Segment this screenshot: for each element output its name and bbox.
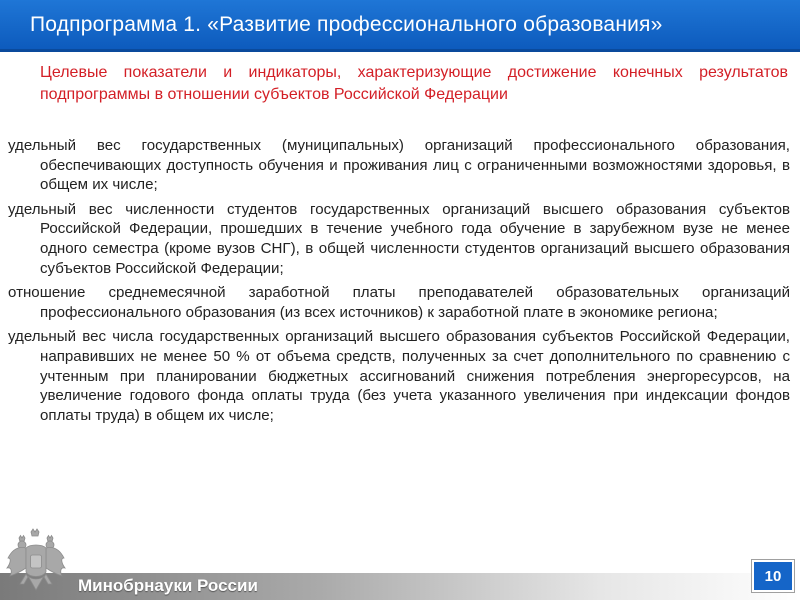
page-number-badge: 10 [752,560,794,592]
slide-header [0,0,800,52]
list-item: отношение среднемесячной заработной платы преподавателей образовательных организаций профессионального образования (из всех источников) к заработной плате в экономике региона; [8,284,790,321]
ministry-label: Минобрнауки России [78,576,258,595]
list-item: удельный вес численности студентов государственных организаций высшего образования субъектов Российской Федерации, прошедших в течение учебного года обучение в зарубежном вузе не менее одного семестра (кроме вузов СНГ), в общей численности студентов организаций высшего образования субъектов Российской Федерации; [8,200,790,277]
list-item: удельный вес государственных (муниципальных) организаций профессионального образования, обеспечивающих доступность обучения и проживания лиц с ограниченными возможностями здоровья, в общем их числе; [8,137,790,194]
list-item: удельный вес числа государственных организаций высшего образования субъектов Российской Федерации, направивших не менее 50 % от объема средств, полученных за счет дополнительного по сравнению с учтенным при планировании бюджетных ассигнований снижения потребления энергоресурсов, на увеличение годового фонда оплаты труда (без учета указанного увеличения при индексации фондов оплаты труда) в общем их числе; [8,328,790,424]
indicators-heading: Целевые показатели и индикаторы, характеризующие достижение конечных результатов подпрограммы в отношении субъектов Российской Федерации [40,64,788,103]
coat-of-arms-icon [4,528,68,596]
slide-title: Подпрограмма 1. «Развитие профессионального образования» [30,12,663,36]
indicator-list [8,136,790,430]
